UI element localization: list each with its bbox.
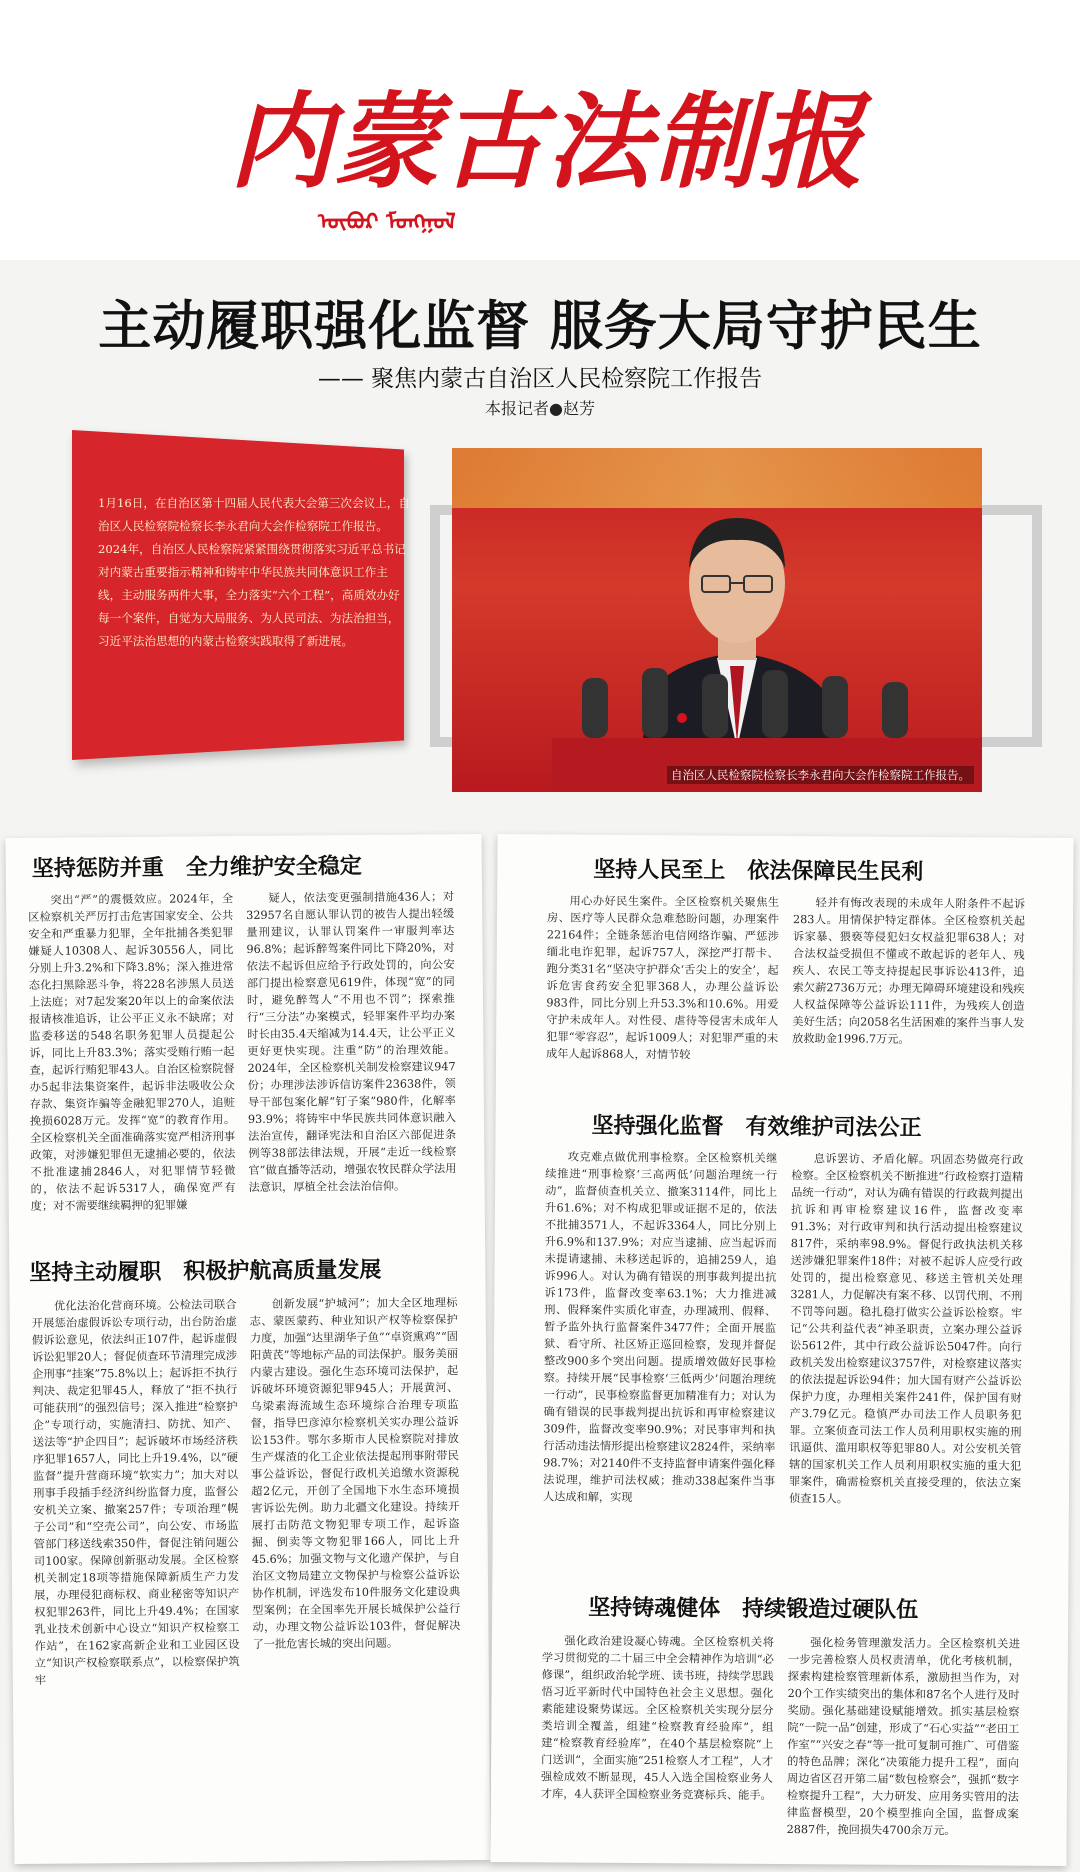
headline-title: 主动履职强化监督 服务大局守护民生 bbox=[98, 296, 982, 357]
section-livelihood-text-1: 用心办好民生案件。全区检察机关聚焦生房、医疗等人民群众急难愁盼问题，办理案件22164件；全链条惩治电信网络诈骗、严惩涉缅北电诈犯罪，起诉757人，深挖严打帮卡、跑分类31名“坚决守护群众‘舌尖上的安全’，起诉危害食药安全犯罪368人，办理公益诉讼983件，同比分别上升53.3%和10.6%。用爱守护未成年人。对性侵、虐待等侵害未成年人犯罪“零容忍”，起诉1009人；对犯罪严重的未成年人起诉868人，对情节较 bbox=[546, 894, 780, 1062]
section-livelihood-column-2 bbox=[792, 894, 1025, 1101]
section-title-livelihood: 坚持人民至上 依法保障民生民利 bbox=[593, 857, 924, 885]
section-supervision-text-1: 攻克难点做优刑事检察。全区检察机关继续推进“刑事检察‘三高两低’问题治理统一行动”，监督侦查机关立、撤案3114件，同比上升61.6%；对不构成犯罪或证据不足的，依法不批捕3571人，不起诉3364人，同比分别上升6.9%和137.9%；对应当逮捕、应当起诉而未提请逮捕、未移送起诉的，追捕259人，追诉996人。对认为确有错误的刑事裁判提出抗诉173件，监督改变率63.1%；大力推进减刑、假释案件实质化审查，办理减刑、假释、暂予监外执行监督案件3477件；全面开展监狱、看守所、社区矫正巡回检察，发现并督促整改900多个突出问题。提质增效做好民事检察。持续开展“民事检察‘三低两少’问题治理统一行动”，民事检察监督更加精准有力；对认为确有错误的民事裁判提出抗诉和再审检察建议309件，监督改变率90.9%；对民事审判和执行活动违法情形提出检察建议2824件，采纳率98.7%；对2140件不支持监督申请案件强化释法说理，维护司法权威；推动338起案件当事人达成和解，实现 bbox=[542, 1150, 778, 1504]
newspaper-logo: 内蒙古法制报 bbox=[222, 80, 890, 203]
headline-subtitle: —— 聚焦内蒙古自治区人民检察院工作报告 bbox=[317, 366, 763, 392]
section-livelihood-column-1 bbox=[546, 892, 779, 1099]
section-development-text-2: 创新发展“护城河”；加大全区地理标志、蒙医蒙药、种业知识产权等检察保护力度，加强“达里湖华子鱼”“卓资熏鸡”“固阳黄芪”等地标产品的司法保护。服务美丽内蒙古建设。强化生态环境司法保护，起诉破坏环境资源犯罪945人；开展黄河、乌梁素海流域生态环境综合治理专项监督，指导巴彦淖尔检察机关实办理公益诉讼153件。鄂尔多斯市人民检察院对排放生产煤渣的化工企业依法提起刑事附带民事公益诉讼，督促行政机关追缴水资源税超2亿元，开创了全国地下水生态环境损害诉讼先例。助力北疆文化建设。持续开展打击防范文物犯罪专项工作，起诉盗掘、倒卖等文物犯罪166人，同比上升45.6%；加强文物与文化遗产保护，与自治区文物局建立文物保护与检察公益诉讼协作机制，评选发布10件服务文化建设典型案例；在全国率先开展长城保护公益行动，办理文物公益诉讼103件，督促解决了一批危害长城的突出问题。 bbox=[249, 1296, 461, 1651]
left-column-panel bbox=[6, 834, 491, 1864]
section-development-column-1 bbox=[32, 1296, 242, 1850]
byline: 本报记者●赵芳 bbox=[485, 399, 595, 418]
section-title-team: 坚持铸魂健体 持续锻造过硬队伍 bbox=[588, 1595, 919, 1623]
section-supervision-column-2 bbox=[789, 1150, 1024, 1562]
right-column-panel bbox=[490, 834, 1073, 1866]
section-development-text-1: 优化法治化营商环境。公检法司联合开展惩治虚假诉讼专项行动，出台防治虚假诉讼意见，依法纠正107件，起诉虚假诉讼犯罪20人；督促侦查环节清理完成涉企刑事“挂案”75.8%以上；起诉拒不执行判决、裁定犯罪45人，释放了“拒不执行可能获刑”的强烈信号；深入推进“检察护企”专项行动，实施清扫、防扰、知产、送法等“护企四目”；起诉破坏市场经济秩序犯罪1657人，同比上升19.4%，以“硬监督”提升营商环境“软实力”；加大对以刑事手段插手经济纠纷监督力度，监督公安机关立案、撤案257件；专项治理“幌子公司”和“空壳公司”，向公安、市场监管部门移送线索350件，督促注销问题公司100家。保障创新驱动发展。全区检察机关制定18项等措施保障新质生产力发展，办理侵犯商标权、商业秘密等知识产权犯罪263件，同比上升49.4%；在国家乳业技术创新中心设立“知识产权检察工作站”，在162家高新企业和工业园区设立“知识产权检察联系点”，以检察保护筑牢 bbox=[31, 1298, 240, 1687]
section-security-column-1 bbox=[28, 890, 236, 1244]
section-development-column-2 bbox=[250, 1294, 463, 1848]
section-title-security: 坚持惩防并重 全力维护安全稳定 bbox=[31, 853, 362, 882]
section-security-text-2: 疑人，依法变更强制措施436人；对32957名自愿认罪认罚的被告人提出轻缓量刑建议，认罪认罚案件一审服判率达96.8%；起诉醉驾案件同比下降20%，对依法不起诉但应给予行政处罚的，向公安部门提出检察意见619件，体现“宽”的同时，避免醉驾人“不用也不罚”；探索推行“三分法”办案模式，轻罪案件平均办案时长由35.4天缩减为14.4天，让公平正义更好更快实现。注重“防”的治理效能。2024年，全区检察机关制发检察建议947份；办理涉法涉诉信访案件23638件，领导干部包案化解“钉子案”980件，化解率93.9%；将铸牢中华民族共同体意识融入法治宣传，翻译宪法和自治区六部促进条例等38部法律法规，开展“走近一线检察官”做直播等活动，增强农牧民群众学法用法意识，厚植全社会法治信仰。 bbox=[246, 890, 457, 1194]
section-livelihood-text-2: 轻并有悔改表现的未成年人附条件不起诉283人。用情保护特定群体。全区检察机关起诉家暴、猥亵等侵犯妇女权益犯罪638人；对合法权益受损但不懂或不敢起诉的老年人、残疾人、农民工等支持提起民事诉讼413件，追索欠薪2736万元；办理无障碍环境建设和残疾人权益保障等公益诉讼111件，为残疾人创造美好生活；向2058名生活困难的案件当事人发放救助金1996.7万元。 bbox=[792, 896, 1026, 1046]
masthead bbox=[0, 0, 1080, 260]
section-team-text-1: 强化政治建设凝心铸魂。全区检察机关将学习贯彻党的二十届三中全会精神作为培训“必修课”，组织政治轮学班、读书班，持续学思践悟习近平新时代中国特色社会主义思想。强化素能建设聚势谋远。全区检察机关实现分层分类培训全覆盖，组建“检察教育经验库”，组建“检察教育经验库”，在40个基层检察院“上门送训”，全面实施“251检察人才工程”，人才强检成效不断显现，45人入选全国检察业务人才库，4人获评全国检察业务竞赛标兵、能手。 bbox=[540, 1634, 775, 1802]
section-team-text-2: 强化检务管理激发活力。全区检察机关进一步完善检察人员权责清单，优化考核机制，探索构建检察管理新体系，激励担当作为，对20个工作实绩突出的集体和87名个人进行及时奖励。强化基础建设赋能增效。抓实基层检察院“一院一品”创建，形成了“石心实益”“老田工作室”“兴安之春”等一批可复制可推广、可借鉴的特色品牌；深化“决策能力提升工程”，面向周边省区召开第二届“数包检察会”，强抓“数字检察提升工程”，大力研发、应用务实管用的法律监督模型，20个模型推向全国，监督成案2887件，挽回损失4700余万元。 bbox=[786, 1636, 1020, 1838]
section-title-supervision: 坚持强化监督 有效维护司法公正 bbox=[591, 1113, 922, 1141]
intro-text: 1月16日，在自治区第十四届人民代表大会第三次会议上，自治区人民检察院检察长李永君向大会作检察院工作报告。2024年，自治区人民检察院紧紧围绕贯彻落实习近平总书记对内蒙古重要指示精神和铸牢中华民族共同体意识工作主线，主动服务两件大事，全力落实“六个工程”，高质效办好每一个案件，自觉为大局服务、为人民司法、为法治担当，习近平法治思想的内蒙古检察实践取得了新进展。 bbox=[98, 496, 410, 648]
section-title-development: 坚持主动履职 积极护航高质量发展 bbox=[29, 1257, 382, 1286]
newspaper-logo-mongolian: ᠥᠪᠦᠷ ᠮᠣᠩᠭᠣᠯ bbox=[318, 209, 456, 235]
speaker-photo bbox=[452, 448, 982, 792]
section-team-column-2 bbox=[787, 1634, 1020, 1846]
section-security-text-1: 突出“严”的震慑效应。2024年，全区检察机关严厉打击危害国家安全、公共安全和严重暴力犯罪，全年批捕各类犯罪嫌疑人10308人、起诉30556人，同比分别上升3.2%和下降3.8%；深入推进常态化扫黑除恶斗争，将228名涉黑人员送上法庭；对7起发案20年以上的命案依法报请核准追诉，让公平正义永不缺席；对监委移送的548名职务犯罪人员提起公诉，同比上升83.3%；落实受贿行贿一起查，起诉行贿犯罪43人。自治区检察院督办5起非法集资案件，起诉非法吸收公众存款、集资诈骗等金融犯罪270人，追赃挽损6028万元。发挥“宽”的教育作用。全区检察机关全面准确落实宽严相济刑事政策，对涉嫌犯罪但无逮捕必要的，依法不批准逮捕2846人，对犯罪情节轻微的，依法不起诉5317人，确保宽严有度；对不需要继续羁押的犯罪嫌 bbox=[28, 892, 236, 1213]
section-team-column-1 bbox=[541, 1632, 774, 1844]
photo-caption: 自治区人民检察院检察长李永君向大会作检察院工作报告。 bbox=[667, 766, 974, 784]
section-supervision-text-2: 息诉罢访、矛盾化解。巩固态势做亮行政检察。全区检察机关不断推进“行政检察打造精品统一行动”，对认为确有错误的行政裁判提出抗诉和再审检察建议16件，监督改变率91.3%；对行政审判和执行活动提出检察建议817件，采纳率98.9%。督促行政执法机关移送涉嫌犯罪案件18件；对被不起诉人应受行政处罚的，提出检察意见、移送主管机关处理3281人，力促解决有案不移、以罚代刑、不刑不罚等问题。稳扎稳打做实公益诉讼检察。牢记“公共利益代表”神圣职责，立案办理公益诉讼5612件，其中行政公益诉讼5047件。向行政机关发出检察建议3757件，对检察建议落实的依法提起诉讼94件；加大国有财产公益诉讼保护力度，办理相关案件241件，保护国有财产3.79亿元。稳慎严办司法工作人员职务犯罪。立案侦查司法工作人员利用职权实施的刑讯逼供、滥用职权等犯罪80人。对公安机关管辖的国家机关工作人员利用职权实施的重大犯罪案件，确需检察机关直接受理的，依法立案侦查15人。 bbox=[788, 1152, 1024, 1506]
section-security-column-2 bbox=[246, 888, 457, 1242]
section-supervision-column-1 bbox=[543, 1148, 778, 1560]
